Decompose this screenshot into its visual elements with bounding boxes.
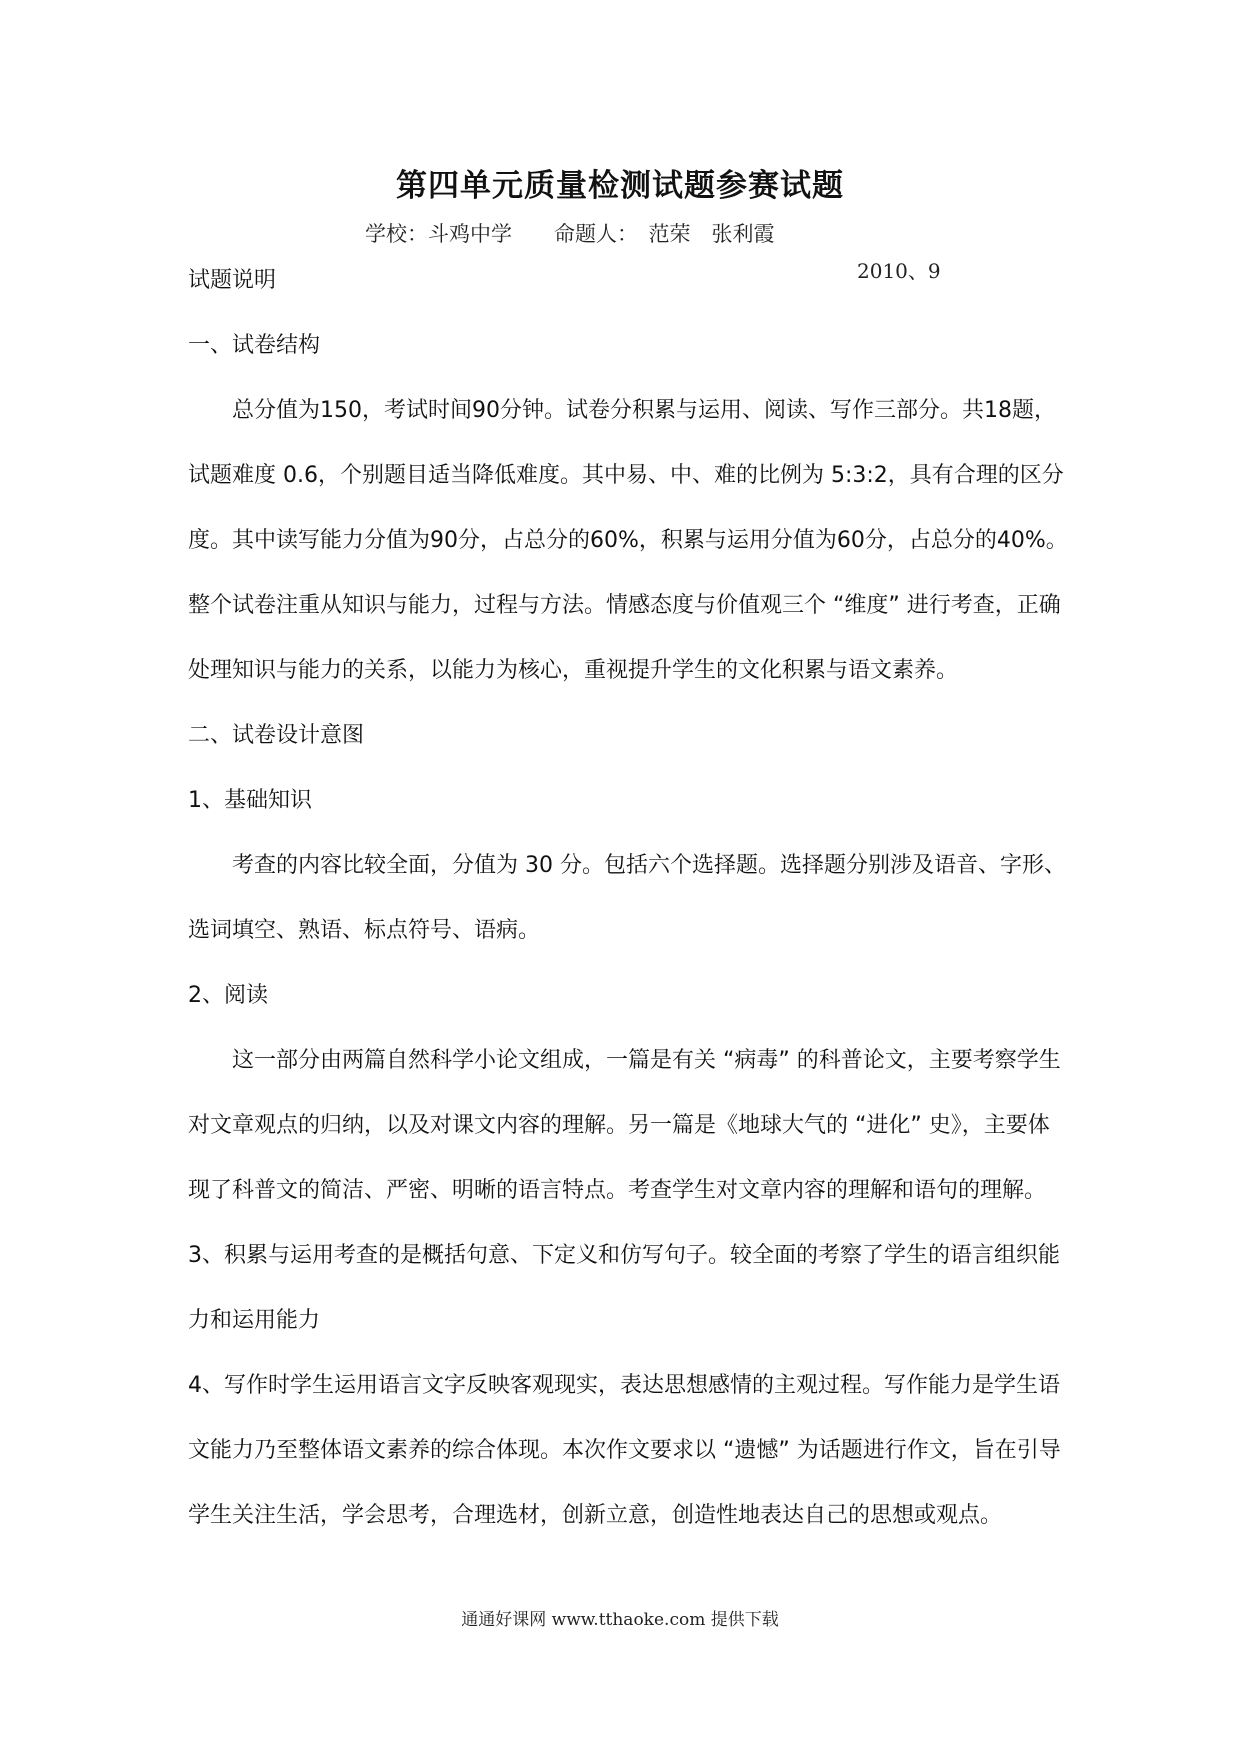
paragraph-line: 现了科普文的简洁、严密、明晰的语言特点。考查学生对文章内容的理解和语句的理解。 [188, 1178, 1047, 1203]
subsection-heading: 2、阅读 [188, 983, 268, 1008]
paragraph-line: 度。其中读写能力分值为90分，占总分的60%，积累与运用分值为60分，占总分的40%。 [188, 528, 1068, 553]
page-footer: 通通好课网 www.tthaoke.com 提供下载 [461, 1610, 779, 1630]
paragraph-line: 试题难度 0.6，个别题目适当降低难度。其中易、中、难的比例为 5:3:2，具有合理的区分 [188, 463, 1064, 488]
section-heading: 试题说明 [188, 268, 277, 293]
paragraph-line: 这一部分由两篇自然科学小论文组成，一篇是有关 “病毒” 的科普论文，主要考察学生 [232, 1048, 1061, 1073]
document-title: 第四单元质量检测试题参赛试题 [396, 168, 844, 204]
paragraph-line: 文能力乃至整体语文素养的综合体现。本次作文要求以 “遗憾” 为话题进行作文，旨在引导 [188, 1438, 1061, 1463]
paragraph-line: 学生关注生活，学会思考，合理选材，创新立意，创造性地表达自己的思想或观点。 [188, 1503, 1003, 1528]
paragraph-line: 整个试卷注重从知识与能力，过程与方法。情感态度与价值观三个 “维度” 进行考查，正确 [188, 593, 1061, 618]
section-heading: 二、试卷设计意图 [188, 723, 365, 748]
paragraph-line: 4、写作时学生运用语言文字反映客观现实，表达思想感情的主观过程。写作能力是学生语 [188, 1373, 1061, 1398]
paragraph-line: 力和运用能力 [188, 1308, 321, 1333]
paragraph-line: 3、积累与运用考查的是概括句意、下定义和仿写句子。较全面的考察了学生的语言组织能 [188, 1243, 1061, 1268]
paragraph-line: 处理知识与能力的关系，以能力为核心，重视提升学生的文化积累与语文素养。 [188, 658, 959, 683]
subsection-heading: 1、基础知识 [188, 788, 312, 813]
paragraph-line: 选词填空、熟语、标点符号、语病。 [188, 918, 541, 943]
paragraph-line: 考查的内容比较全面，分值为 30 分。包括六个选择题。选择题分别涉及语音、字形、 [232, 853, 1066, 878]
document-date: 2010、9 [857, 259, 941, 283]
document-body [188, 248, 1068, 1548]
paragraph-line: 对文章观点的归纳，以及对课文内容的理解。另一篇是《地球大气的 “进化” 史》，主要体 [188, 1113, 1050, 1138]
author-line: 学校：斗鸡中学 命题人： 范荣 张利霞 [365, 222, 775, 246]
section-heading: 一、试卷结构 [188, 333, 321, 358]
paragraph-line: 总分值为150，考试时间90分钟。试卷分积累与运用、阅读、写作三部分。共18题， [232, 398, 1056, 423]
